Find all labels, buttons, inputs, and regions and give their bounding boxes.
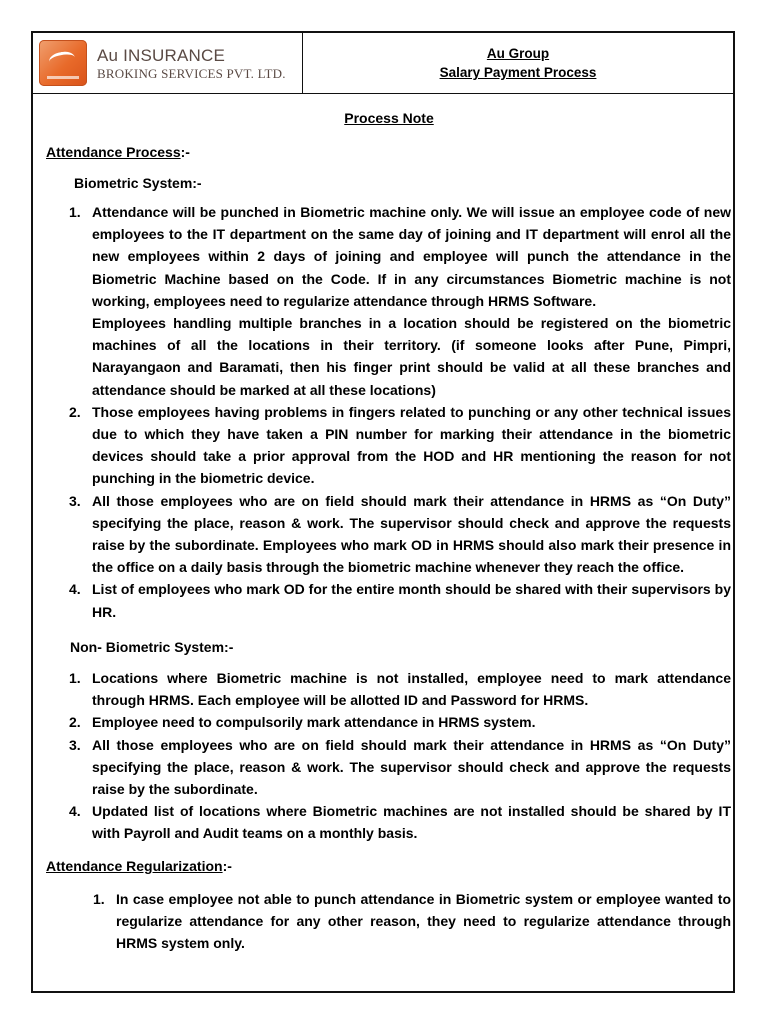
regularization-list — [93, 888, 731, 955]
non-biometric-list — [69, 667, 731, 845]
au-insurance-logo-icon — [39, 40, 87, 86]
document-subject: Salary Payment Process — [439, 65, 597, 80]
attendance-regularization-heading: Attendance Regularization:- — [46, 858, 232, 874]
list-item: 1. Attendance will be punched in Biometric machine only. We will issue an employee code of new employees to the IT department on the same day of joining and IT department will enrol all the new employees within 2 days of joining and employee will punch the attendance in the Biometric Machine based on the Code. If in any circumstances Biometric machine is not working, employees need to regularize attendance through HRMS Software. Employees handling multiple branches in a location should be registered on the biometric machines of all the locations in their territory. (if someone looks after Pune, Pimpri, Narayangaon and Baramati, then his finger print should be valid at all these branches and attendance should be marked at all these locations) — [69, 204, 731, 398]
company-logo-cell — [33, 33, 303, 93]
biometric-list — [69, 201, 731, 623]
list-item: 4. Updated list of locations where Biometric machines are not installed should be shared by IT with Payroll and Audit teams on a monthly basis. — [69, 803, 731, 842]
biometric-system-heading: Biometric System:- — [74, 175, 202, 191]
document-page — [31, 31, 735, 993]
attendance-process-heading: Attendance Process:- — [46, 144, 190, 160]
list-item: 3. All those employees who are on field should mark their attendance in HRMS as “On Duty” specifying the place, reason & work. The supervisor should check and approve the requests raise by the subordinate. Employees who mark OD in HRMS should also mark their presence in the office on a daily basis through the biometric machine whenever they reach the office. — [69, 492, 731, 576]
process-note-title: Process Note — [344, 110, 434, 126]
list-item: 2. Employee need to compulsorily mark attendance in HRMS system. — [69, 714, 536, 731]
list-item: 1. Locations where Biometric machine is not installed, employee need to mark attendance through HRMS. Each employee will be allotted ID and Password for HRMS. — [69, 670, 731, 709]
header-title-cell — [303, 33, 733, 97]
list-item: 2. Those employees having problems in fingers related to punching or any other technical issues due to which they have taken a PIN number for marking their attendance in the biometric devices should take a prior approval from the HOD and HR mentioning the reason for not punching in the biometric device. — [69, 403, 731, 487]
company-name-line2: BROKING SERVICES PVT. LTD. — [97, 65, 286, 81]
non-biometric-system-heading: Non- Biometric System:- — [70, 639, 234, 655]
company-name — [97, 47, 286, 80]
list-item: 3. All those employees who are on field should mark their attendance in HRMS as “On Duty” specifying the place, reason & work. The supervisor should check and approve the requests raise by the subordinate. — [69, 736, 731, 798]
document-header — [33, 33, 733, 94]
list-item: 1. In case employee not able to punch attendance in Biometric system or employee wanted to regularize attendance for any other reason, they need to regularize attendance through HRMS system only. — [93, 891, 731, 952]
group-name: Au Group — [486, 46, 550, 61]
company-name-line1: Au INSURANCE — [97, 45, 226, 65]
list-item: 4. List of employees who mark OD for the entire month should be shared with their supervisors by HR. — [69, 581, 731, 620]
